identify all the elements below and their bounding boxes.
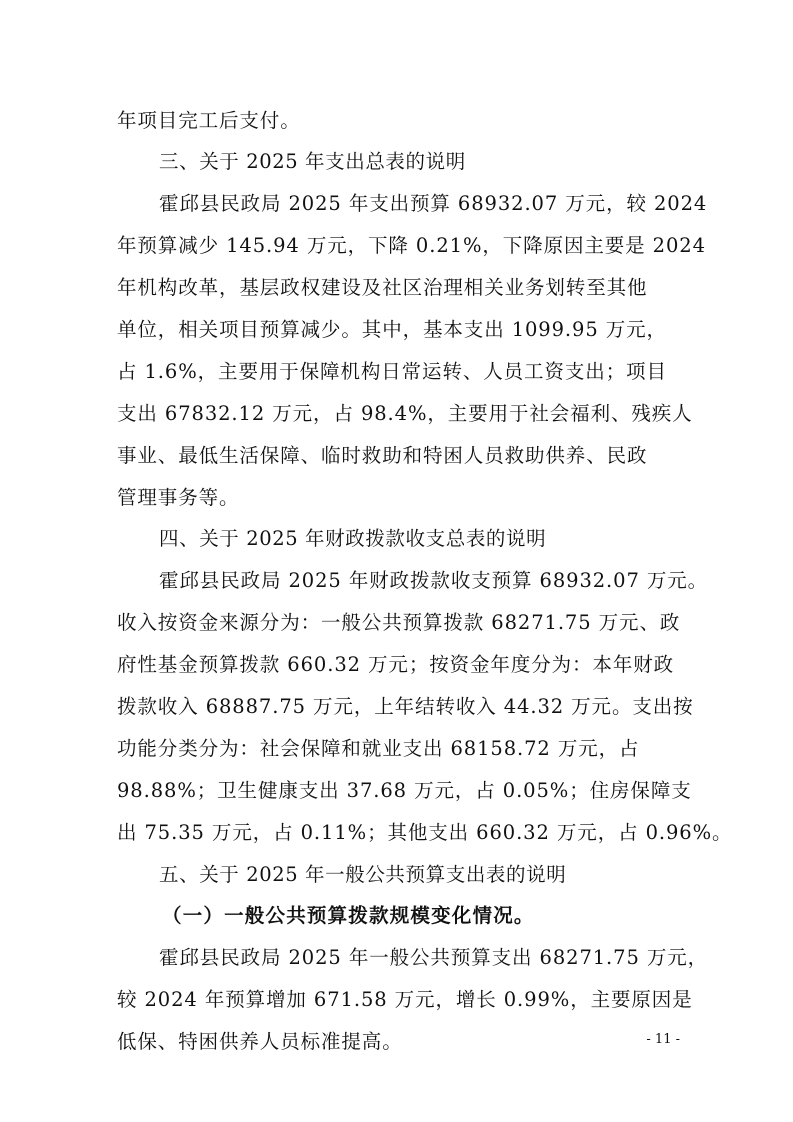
- page-number: - 11 -: [646, 1032, 680, 1047]
- paragraph-line: 事业、最低生活保障、临时救助和特困人员救助供养、民政: [117, 444, 648, 467]
- paragraph-line: 管理事务等。: [117, 486, 240, 509]
- paragraph-line: 霍邱县民政局 2025 年支出预算 68932.07 万元，较 2024: [159, 192, 708, 215]
- paragraph-line: 年机构改革，基层政权建设及社区治理相关业务划转至其他: [117, 276, 648, 299]
- paragraph-line: 低保、特困供养人员标准提高。: [117, 1030, 403, 1053]
- paragraph-line: 拨款收入 68887.75 万元，上年结转收入 44.32 万元。支出按: [117, 695, 694, 718]
- subsection-heading-5-1: （一）一般公共预算拨款规模变化情况。: [162, 904, 535, 927]
- paragraph-line: 98.88%；卫生健康支出 37.68 万元，占 0.05%；住房保障支: [117, 779, 692, 802]
- paragraph-line: 出 75.35 万元，占 0.11%；其他支出 660.32 万元，占 0.96%。: [117, 821, 733, 844]
- paragraph-line: 支出 67832.12 万元，占 98.4%，主要用于社会福利、残疾人: [117, 402, 693, 425]
- paragraph-line: 霍邱县民政局 2025 年财政拨款收支预算 68932.07 万元。: [159, 569, 709, 592]
- paragraph-line: 年预算减少 145.94 万元，下降 0.21%，下降原因主要是 2024: [117, 234, 706, 257]
- section-heading-5: 五、关于 2025 年一般公共预算支出表的说明: [159, 863, 567, 886]
- paragraph-line: 府性基金预算拨款 660.32 万元；按资金年度分为：本年财政: [117, 653, 675, 676]
- section-heading-3: 三、关于 2025 年支出总表的说明: [159, 150, 466, 173]
- paragraph-line: 较 2024 年预算增加 671.58 万元，增长 0.99%，主要原因是: [117, 988, 693, 1011]
- paragraph-line: 单位，相关项目预算减少。其中，基本支出 1099.95 万元，: [117, 318, 667, 341]
- paragraph-line: 收入按资金来源分为：一般公共预算拨款 68271.75 万元、政: [117, 611, 681, 634]
- paragraph-line: 功能分类分为：社会保障和就业支出 68158.72 万元，占: [117, 737, 640, 760]
- paragraph-line: 霍邱县民政局 2025 年一般公共预算支出 68271.75 万元，: [159, 946, 709, 969]
- section-heading-4: 四、关于 2025 年财政拨款收支总表的说明: [159, 527, 547, 550]
- paragraph-line: 年项目完工后支付。: [117, 109, 301, 132]
- paragraph-line: 占 1.6%，主要用于保障机构日常运转、人员工资支出；项目: [117, 360, 667, 383]
